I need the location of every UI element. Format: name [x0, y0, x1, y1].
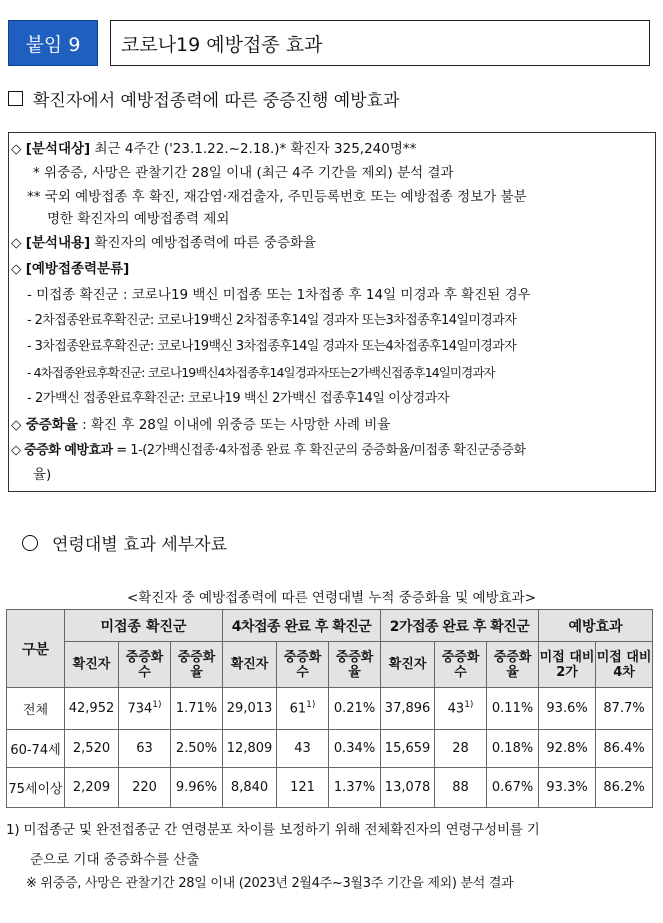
cell-severe-rate: 0.18%	[487, 730, 539, 768]
cell-confirmed: 37,896	[381, 688, 435, 730]
classification-item-unvaccinated: - 미접종 확진군 : 코로나19 백신 미접종 또는 1차접종 후 14일 미경과 후 확진된 경우	[27, 287, 531, 303]
col-header-severe-rate: 중증화 율	[487, 642, 539, 688]
info-label-classification: [예방접종력분류]	[25, 261, 130, 277]
footnote-ref: 1)	[152, 700, 162, 711]
cell-effect-bivalent: 92.8%	[539, 730, 596, 768]
cell-confirmed: 42,952	[65, 688, 119, 730]
col-header-category: 구분	[7, 610, 65, 688]
cell-effect-dose4: 87.7%	[596, 688, 653, 730]
classification-item-bivalent: - 2가백신 접종완료후확진군: 코로나19 백신 2가백신 접종후14일 이상경과자	[27, 391, 450, 406]
info-label-target: [분석대상]	[25, 141, 91, 157]
info-line-content	[11, 233, 316, 253]
info-text-prevention-effect: = 1-(2가백신접종·4차접종 완료 후 확진군의 중증화율/미접종 확진군중증화	[112, 443, 526, 458]
row-label: 60-74세	[7, 730, 65, 768]
info-note-1: * 위중증, 사망은 관찰기간 28일 이내 (최근 4주 기간을 제외) 분석 결과	[33, 165, 454, 181]
col-header-confirmed: 확진자	[381, 642, 435, 688]
subsection-heading	[22, 530, 227, 555]
info-note-2-cont: 명한 확진자의 예방접종력 제외	[47, 211, 230, 227]
cell-effect-dose4: 86.2%	[596, 768, 653, 808]
table-row	[7, 768, 653, 808]
cell-confirmed: 13,078	[381, 768, 435, 808]
col-header-severe-count: 중증화 수	[119, 642, 171, 688]
diamond-bullet-icon: ◇	[11, 417, 22, 433]
cell-severe-rate: 0.67%	[487, 768, 539, 808]
info-text-severity-rate: : 확진 후 28일 이내에 위중증 또는 사망한 사례 비율	[77, 417, 391, 433]
cell-confirmed: 15,659	[381, 730, 435, 768]
col-header-effect-vs-bivalent: 미접 대비 2가	[539, 642, 596, 688]
cell-severe-count: 28	[435, 730, 487, 768]
classification-item-dose3: - 3차접종완료후확진군: 코로나19백신 3차접종후14일 경과자 또는4차접종후14일미경과자	[27, 339, 517, 354]
page-header	[8, 20, 650, 66]
footnote-ref: 1)	[464, 700, 474, 711]
classification-item-dose2: - 2차접종완료후확진군: 코로나19백신 2차접종후14일 경과자 또는3차접종후14일미경과자	[27, 313, 517, 328]
row-label: 75세이상	[7, 768, 65, 808]
footnote-note: ※ 위중증, 사망은 관찰기간 28일 이내 (2023년 2월4주~3월3주 기간을 제외) 분석 결과	[26, 876, 514, 891]
table-row	[7, 688, 653, 730]
cell-severe-count: 734$^{1)}$	[119, 688, 171, 730]
cell-effect-dose4: 86.4%	[596, 730, 653, 768]
footnote-1-cont: 준으로 기대 중증화수를 산출	[30, 852, 200, 868]
info-line-target	[11, 139, 416, 159]
square-bullet-icon	[8, 91, 23, 106]
cell-severe-rate: 0.21%	[329, 688, 381, 730]
circle-bullet-icon	[22, 535, 38, 551]
info-text-target: 최근 4주간 ('23.1.22.~2.18.)* 확진자 325,240명**	[90, 141, 417, 157]
info-label-severity-rate: 중증화율	[25, 417, 78, 433]
info-prevention-effect-cont: 율)	[33, 467, 52, 483]
cell-severe-count: 63	[119, 730, 171, 768]
group-header-bivalent: 2가접종 완료 후 확진군	[381, 610, 539, 642]
cell-severe-rate: 0.34%	[329, 730, 381, 768]
diamond-bullet-icon: ◇	[11, 235, 22, 251]
cell-severe-count: 121	[277, 768, 329, 808]
info-line-severity-rate	[11, 415, 390, 435]
group-header-effect: 예방효과	[539, 610, 653, 642]
cell-severe-rate: 0.11%	[487, 688, 539, 730]
subsection-title: 연령대별 효과 세부자료	[52, 535, 228, 555]
cell-severe-count: 43$^{1)}$	[435, 688, 487, 730]
footnote-ref: 1)	[306, 700, 316, 711]
col-header-confirmed: 확진자	[223, 642, 277, 688]
cell-severe-rate: 9.96%	[171, 768, 223, 808]
section-title: 확진자에서 예방접종력에 따른 중증진행 예방효과	[33, 91, 400, 111]
cell-severe-count: 220	[119, 768, 171, 808]
diamond-bullet-icon: ◇	[11, 443, 21, 458]
col-header-severe-rate: 중증화 율	[329, 642, 381, 688]
cell-severe-count: 88	[435, 768, 487, 808]
analysis-info-box	[8, 132, 656, 492]
cell-confirmed: 29,013	[223, 688, 277, 730]
row-label: 전체	[7, 688, 65, 730]
section-heading	[8, 86, 399, 111]
table-caption: <확진자 중 예방접종력에 따른 연령대별 누적 중증화율 및 예방효과>	[126, 590, 537, 606]
cell-effect-bivalent: 93.3%	[539, 768, 596, 808]
cell-severe-count: 61$^{1)}$	[277, 688, 329, 730]
col-header-confirmed: 확진자	[65, 642, 119, 688]
page-title: 코로나19 예방접종 효과	[110, 20, 650, 66]
info-note-2: ** 국외 예방접종 후 확진, 재감염·재검출자, 주민등록번호 또는 예방접종 정보가 불분	[27, 189, 527, 205]
info-label-prevention-effect: 중증화 예방효과	[24, 443, 113, 458]
info-line-prevention-effect	[11, 441, 526, 461]
diamond-bullet-icon: ◇	[11, 261, 22, 277]
info-text-content: 확진자의 예방접종력에 따른 중증화율	[90, 235, 317, 251]
cell-confirmed: 2,209	[65, 768, 119, 808]
info-line-classification	[11, 259, 129, 279]
cell-severe-rate: 2.50%	[171, 730, 223, 768]
cell-effect-bivalent: 93.6%	[539, 688, 596, 730]
group-header-dose4: 4차접종 완료 후 확진군	[223, 610, 381, 642]
col-header-severe-rate: 중증화 율	[171, 642, 223, 688]
table-row	[7, 730, 653, 768]
attachment-badge: 붙임 9	[8, 20, 98, 66]
cell-severe-rate: 1.37%	[329, 768, 381, 808]
diamond-bullet-icon: ◇	[11, 141, 22, 157]
info-label-content: [분석내용]	[25, 235, 91, 251]
cell-confirmed: 8,840	[223, 768, 277, 808]
age-group-effect-table	[6, 609, 653, 808]
cell-severe-rate: 1.71%	[171, 688, 223, 730]
cell-severe-count: 43	[277, 730, 329, 768]
col-header-severe-count: 중증화 수	[435, 642, 487, 688]
cell-confirmed: 2,520	[65, 730, 119, 768]
classification-item-dose4: - 4차접종완료후확진군: 코로나19백신4차접종후14일경과자또는2가백신접종후14일미경과자	[27, 365, 495, 380]
col-header-effect-vs-dose4: 미접 대비 4차	[596, 642, 653, 688]
col-header-severe-count: 중증화 수	[277, 642, 329, 688]
footnote-1: 1) 미접종군 및 완전접종군 간 연령분포 차이를 보정하기 위해 전체확진자의 연령구성비를 기	[6, 822, 540, 838]
group-header-unvaccinated: 미접종 확진군	[65, 610, 223, 642]
cell-confirmed: 12,809	[223, 730, 277, 768]
